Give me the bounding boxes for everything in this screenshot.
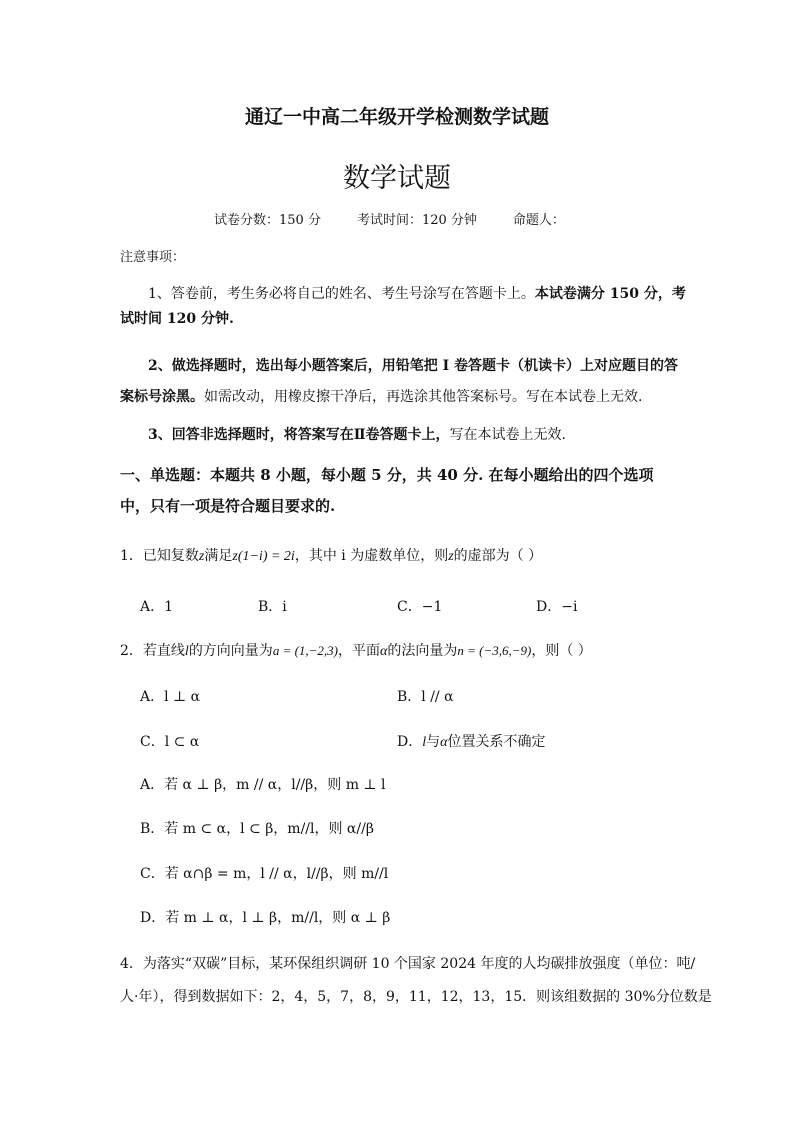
note-2-normal: 如需改动，用橡皮擦干净后，再选涂其他答案标号。写在本试卷上无效. [204, 389, 643, 405]
exam-time: 考试时间：120 分钟 [356, 213, 477, 228]
q2-option-d-var-l: l [422, 735, 427, 750]
q1-equation: z(1−i) = 2i [232, 549, 295, 564]
note-1-line-1 [148, 283, 686, 303]
q2-option-d [397, 731, 545, 751]
note-3-bold: 3、回答非选择题时，将答案写在Ⅱ卷答题卡上， [148, 427, 450, 443]
q2-stem-part: 2．若直线 [120, 643, 185, 659]
q2-vector-n: n = (−3,6,−9) [457, 643, 532, 658]
q2-vector-a: a = (1,−2,3) [272, 643, 339, 658]
q3-option-b: B．若 m ⊂ α，l ⊂ β，m//l，则 α//β [140, 821, 374, 837]
q2-option-d-part: D． [397, 734, 423, 750]
question-4-line-1: 4．为落实“双碳”目标，某环保组织调研 10 个国家 2024 年度的人均碳排放强度（单位：吨/ [120, 956, 696, 972]
q1-option-c: C．−1 [397, 599, 443, 615]
exam-meta [214, 209, 601, 228]
note-2-line-2 [120, 386, 642, 406]
q1-stem-part: 的虚部为（ ） [453, 548, 543, 564]
question-2-stem [120, 640, 592, 660]
q1-stem-part: 满足 [204, 548, 233, 564]
note-1-bold: 本试卷满分 150 分，考 [534, 286, 686, 302]
q2-option-d-part: 与 [426, 734, 441, 750]
question-4-line-2: 人·年），得到数据如下：2，4，5，7，8，9，11，12，13，15．则该组数据的 30%分位数是 [120, 989, 712, 1005]
exam-author: 命题人： [512, 213, 565, 228]
q3-option-a: A．若 α ⊥ β，m // α，l//β，则 m ⊥ l [140, 777, 386, 793]
q2-stem-part: 的方向向量为 [188, 643, 273, 659]
q3-option-d: D．若 m ⊥ α，l ⊥ β，m//l，则 α ⊥ β [140, 910, 391, 926]
q1-option-b: B．i [258, 599, 287, 615]
note-2-bold: 案标号涂黑。 [120, 389, 204, 405]
q2-option-d-var-alpha: α [440, 735, 448, 750]
q2-stem-part: 的法向量为 [387, 643, 458, 659]
exam-score: 试卷分数：150 分 [214, 213, 321, 228]
q1-stem-part: 1．已知复数 [120, 548, 199, 564]
notes-heading: 注意事项： [120, 250, 186, 265]
question-1-stem [120, 545, 542, 565]
q1-var-z: z [448, 549, 454, 564]
q1-option-d: D．−i [536, 599, 578, 615]
q1-option-a: A．1 [140, 599, 174, 615]
note-3 [148, 424, 566, 444]
q2-option-b: B．l // α [397, 689, 454, 705]
section-1-heading-line-1: 一、单选题：本题共 8 小题，每小题 5 分，共 40 分. 在每小题给出的四个选项 [120, 466, 654, 484]
exam-subtitle: 数学试题 [343, 163, 451, 194]
q2-var-l: l [184, 644, 189, 659]
q1-stem-part: ，其中 i 为虚数单位，则 [294, 548, 449, 564]
note-1-normal: 1、答卷前，考生务必将自己的姓名、考生号涂写在答题卡上。 [148, 286, 535, 302]
q1-var-z: z [198, 549, 205, 564]
section-1-heading-line-2: 中，只有一项是符合题目要求的. [120, 497, 336, 515]
q2-option-c: C．l ⊂ α [140, 734, 200, 750]
note-1-line-2: 试时间 120 分钟. [120, 311, 234, 327]
q2-option-d-part: 位置关系不确定 [447, 734, 546, 750]
q2-stem-part: ，则（ ） [531, 643, 592, 659]
q3-option-c: C．若 α∩β = m，l // α，l//β，则 m//l [140, 866, 389, 882]
q2-var-alpha: α [380, 644, 388, 659]
q2-stem-part: ，平面 [338, 643, 381, 659]
note-2-line-1: 2、做选择题时，选出每小题答案后，用铅笔把 I 卷答题卡（机读卡）上对应题目的答 [148, 358, 679, 374]
exam-title: 通辽一中高二年级开学检测数学试题 [244, 106, 549, 128]
q2-option-a: A．l ⊥ α [140, 689, 201, 705]
note-3-normal: 写在本试卷上无效. [449, 427, 566, 443]
